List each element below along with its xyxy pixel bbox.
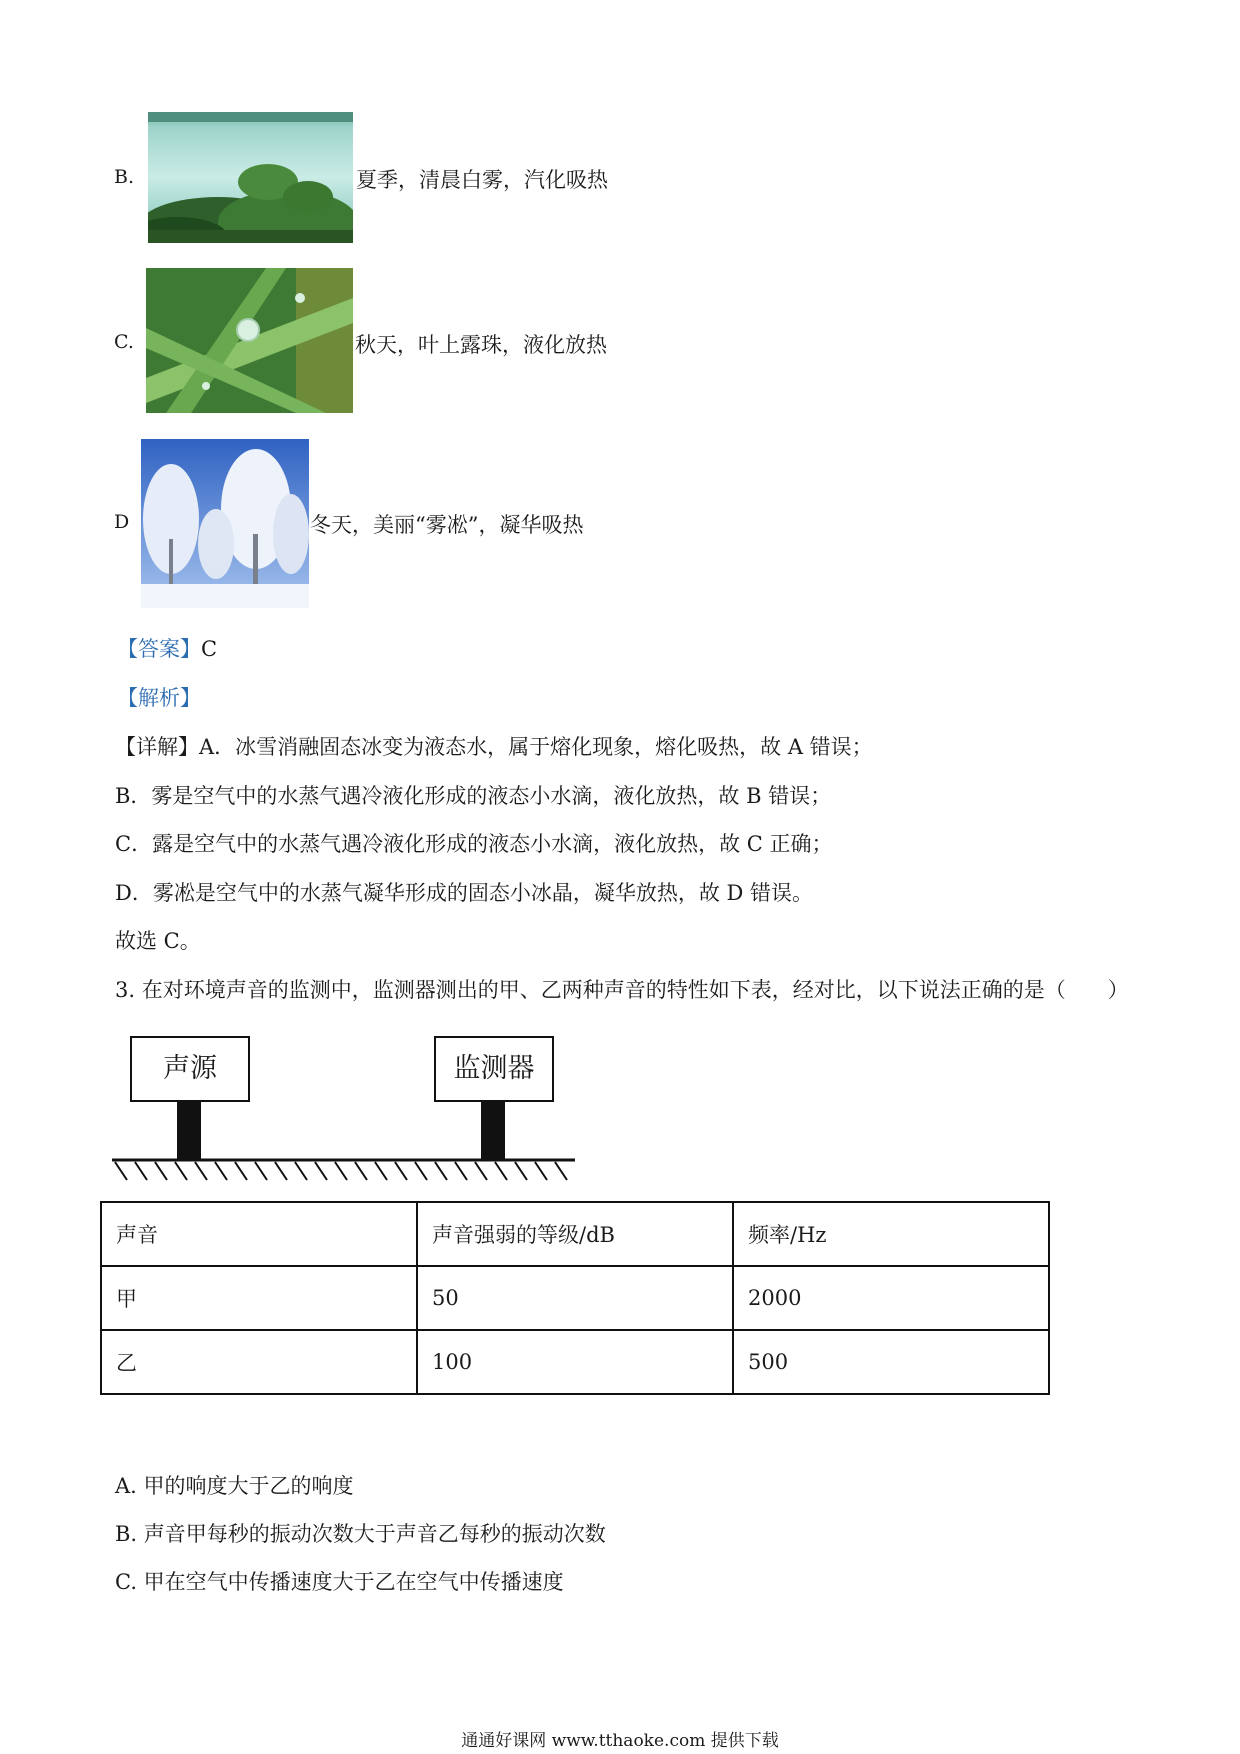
monitor-label: 监测器 bbox=[453, 1053, 535, 1084]
sound-characteristics-table bbox=[100, 1201, 1050, 1395]
detail-text-a: A．冰雪消融固态冰变为液态水，属于熔化现象，熔化吸热，故 A 错误； bbox=[199, 735, 873, 759]
table-cell: 100 bbox=[417, 1330, 733, 1394]
table-header: 频率/Hz bbox=[733, 1202, 1049, 1266]
sound-source-label: 声源 bbox=[163, 1053, 217, 1084]
table-cell: 50 bbox=[417, 1266, 733, 1330]
detail-line-d: D．雾凇是空气中的水蒸气凝华形成的固态小冰晶，凝华放热，故 D 错误。 bbox=[115, 881, 814, 905]
table-header: 声音 bbox=[101, 1202, 417, 1266]
answer-value: C bbox=[201, 637, 218, 661]
table-cell: 500 bbox=[733, 1330, 1049, 1394]
detail-line-c: C．露是空气中的水蒸气遇冷液化形成的液态小水滴，液化放热，故 C 正确； bbox=[115, 832, 833, 856]
option-c-letter: C. bbox=[114, 331, 134, 353]
rime-trees-photo bbox=[141, 439, 309, 608]
detail-conclusion: 故选 C。 bbox=[115, 929, 201, 953]
question3-stem: 3. 在对环境声音的监测中，监测器测出的甲、乙两种声音的特性如下表，经对比，以下说法正确的是（ ） bbox=[115, 978, 1129, 1002]
analysis-label: 【解析】 bbox=[117, 686, 201, 710]
option-c-caption: 秋天，叶上露珠，液化放热 bbox=[355, 333, 607, 357]
answer-label: 【答案】 bbox=[117, 637, 201, 661]
detail-line-a bbox=[115, 731, 873, 761]
option-b-letter: B. bbox=[114, 166, 135, 188]
answer-line bbox=[117, 633, 217, 663]
table-cell: 乙 bbox=[101, 1330, 417, 1394]
choice-b: B. 声音甲每秒的振动次数大于声音乙每秒的振动次数 bbox=[115, 1522, 606, 1546]
choice-c: C. 甲在空气中传播速度大于乙在空气中传播速度 bbox=[115, 1570, 564, 1594]
table-row bbox=[101, 1330, 1049, 1394]
option-d-caption: 冬天，美丽“雾凇”，凝华吸热 bbox=[310, 513, 584, 537]
fog-lake-photo bbox=[148, 112, 353, 243]
choice-a: A. 甲的响度大于乙的响度 bbox=[115, 1474, 354, 1498]
page-footer: 通通好课网 www.tthaoke.com 提供下载 bbox=[461, 1731, 779, 1751]
detail-line-b: B．雾是空气中的水蒸气遇冷液化形成的液态小水滴，液化放热，故 B 错误； bbox=[115, 784, 832, 808]
detail-label: 【详解】 bbox=[115, 735, 199, 759]
table-row bbox=[101, 1266, 1049, 1330]
table-header: 声音强弱的等级/dB bbox=[417, 1202, 733, 1266]
dewdrop-leaf-photo bbox=[146, 268, 353, 413]
option-b-caption: 夏季，清晨白雾，汽化吸热 bbox=[356, 168, 608, 192]
option-d-letter: D bbox=[114, 511, 130, 533]
table-cell: 2000 bbox=[733, 1266, 1049, 1330]
table-cell: 甲 bbox=[101, 1266, 417, 1330]
table-header-row bbox=[101, 1202, 1049, 1266]
